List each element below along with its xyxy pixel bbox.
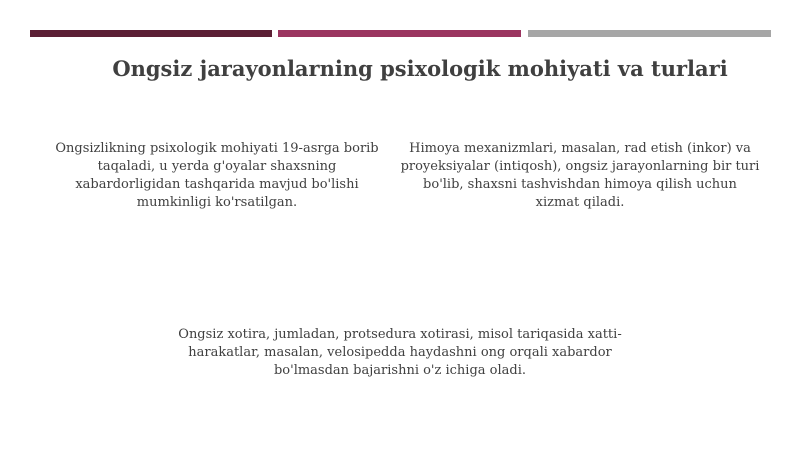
paragraph-right: Himoya mexanizmlari, masalan, rad etish (inkor) va proyeksiyalar (intiqosh), ongsiz jarayonlarning bir turi bo'lib, shaxsni tashvishdan himoya qilish uchun xizmat qiladi.	[400, 141, 760, 210]
header-accent-bar-3	[528, 30, 771, 37]
slide-title: Ongsiz jarayonlarning psixologik mohiyati va turlari	[112, 56, 728, 81]
paragraph-left: Ongsizlikning psixologik mohiyati 19-asrga borib taqaladi, u yerda g'oyalar shaxsning xabardorligidan tashqarida mavjud bo'lishi mumkinligi ko'rsatilgan.	[55, 141, 379, 210]
paragraph-bottom: Ongsiz xotira, jumladan, protsedura xotirasi, misol tariqasida xatti-harakatlar, masalan, velosipedda haydashni ong orqali xabardor bo'lmasdan bajarishni o'z ichiga oladi.	[178, 327, 622, 378]
header-accent-bar-1	[30, 30, 272, 37]
header-accent-bar-2	[278, 30, 521, 37]
